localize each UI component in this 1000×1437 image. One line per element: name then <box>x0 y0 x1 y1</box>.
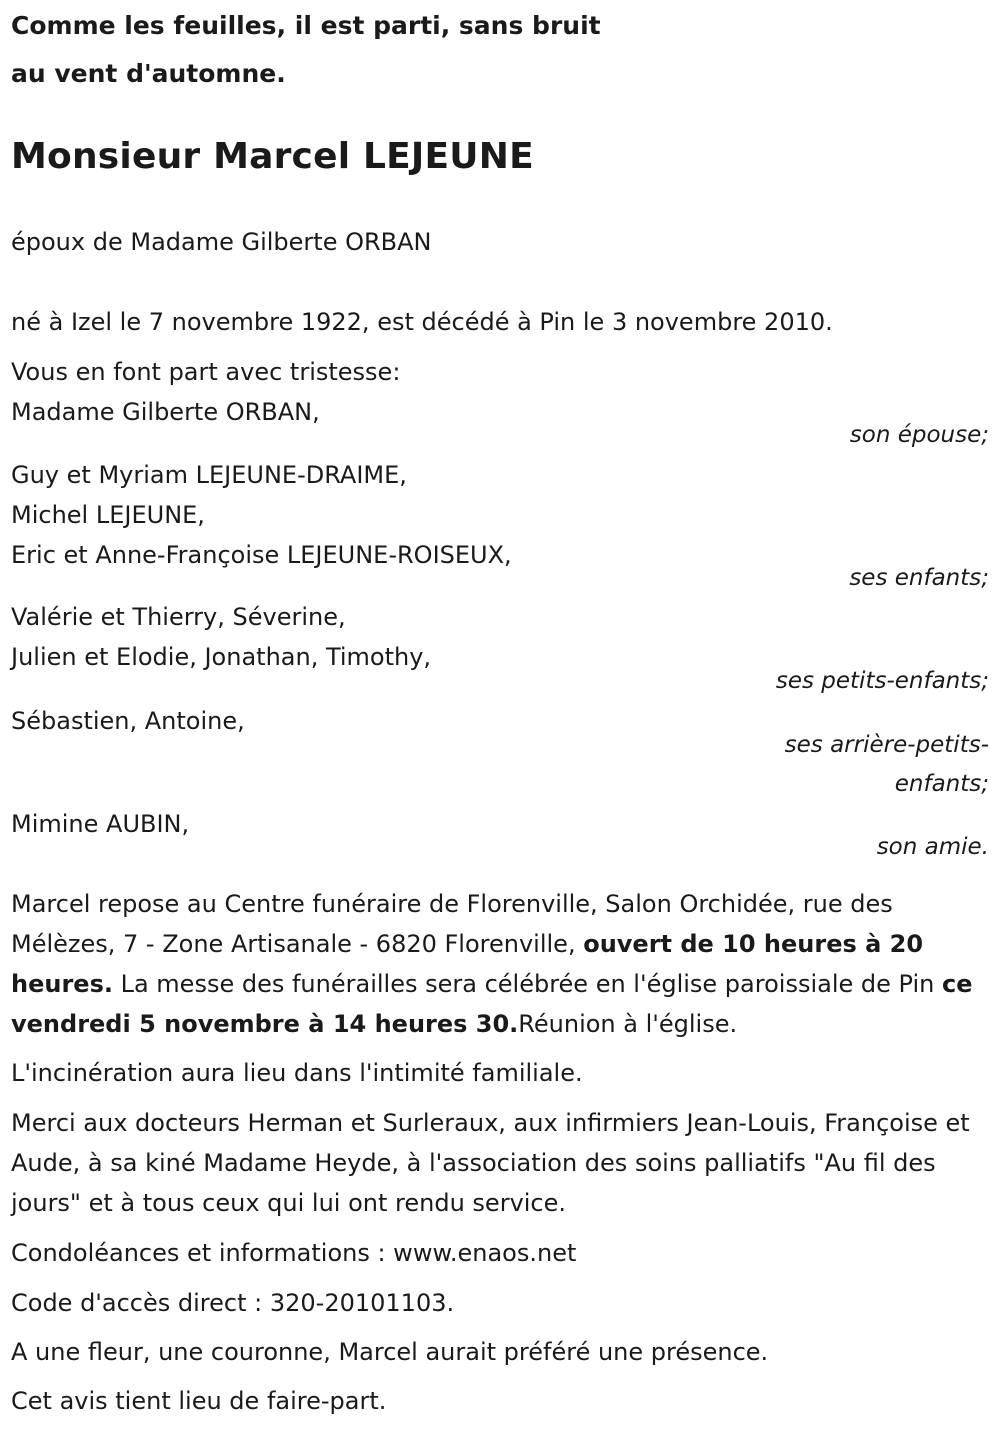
flower-note: A une fleur, une couronne, Marcel aurait préféré une présence. <box>11 1338 769 1366</box>
family-friend-role: son amie. <box>876 834 989 860</box>
condolences-line: Condoléances et informations : www.enaos.net <box>11 1239 577 1267</box>
family-child-1: Guy et Myriam LEJEUNE-DRAIME, <box>11 461 407 489</box>
epigraph-line-2: au vent d'automne. <box>11 59 286 88</box>
funeral-text-1: Marcel repose au Centre funéraire de Florenville, Salon Orchidée, rue des Mélèzes, 7 - Zone Artisanale - 6820 Florenville, <box>11 890 893 958</box>
funeral-text-2: La messe des funérailles sera célébrée en l'église paroissiale de Pin <box>112 970 942 998</box>
funeral-hours: ouvert de 10 heures à 20 heures. <box>11 930 924 998</box>
family-spouse-role: son épouse; <box>849 422 989 448</box>
family-friend: Mimine AUBIN, <box>11 810 190 838</box>
funeral-text-3: Réunion à l'église. <box>518 1010 738 1038</box>
family-grandchildren-1: Valérie et Thierry, Séverine, <box>11 603 346 631</box>
closing-line: Cet avis tient lieu de faire-part. <box>11 1387 387 1415</box>
funeral-mass-time: ce vendredi 5 novembre à 14 heures 30. <box>11 970 973 1038</box>
epigraph <box>11 2 989 98</box>
epigraph-line-1: Comme les feuilles, il est parti, sans bruit <box>11 11 601 40</box>
cremation-paragraph: L'incinération aura lieu dans l'intimité familiale. <box>11 1059 583 1087</box>
announce-intro: Vous en font part avec tristesse: <box>11 358 401 386</box>
access-code-line: Code d'accès direct : 320-20101103. <box>11 1289 455 1317</box>
funeral-paragraph <box>11 884 993 1044</box>
family-children-role: ses enfants; <box>849 565 989 591</box>
birth-death-line: né à Izel le 7 novembre 1922, est décédé à Pin le 3 novembre 2010. <box>11 308 833 336</box>
family-child-3: Eric et Anne-Françoise LEJEUNE-ROISEUX, <box>11 541 512 569</box>
family-grandchildren-2: Julien et Elodie, Jonathan, Timothy, <box>11 643 432 671</box>
family-great-grandchildren: Sébastien, Antoine, <box>11 707 245 735</box>
family-child-2: Michel LEJEUNE, <box>11 501 205 529</box>
family-grandchildren-role: ses petits-enfants; <box>775 668 989 694</box>
family-great-grandchildren-role-2: enfants; <box>894 771 989 797</box>
deceased-name: Monsieur Marcel LEJEUNE <box>11 136 534 177</box>
family-spouse-name: Madame Gilberte ORBAN, <box>11 398 320 426</box>
thanks-paragraph: Merci aux docteurs Herman et Surleraux, aux infirmiers Jean-Louis, Françoise et Aude, à sa kiné Madame Heyde, à l'association des soins palliatifs "Au fil des jours" et à tous ceux qui lui ont rendu service. <box>11 1109 970 1217</box>
family-great-grandchildren-role-1: ses arrière-petits- <box>784 732 989 758</box>
spouse-line: époux de Madame Gilberte ORBAN <box>11 228 432 256</box>
